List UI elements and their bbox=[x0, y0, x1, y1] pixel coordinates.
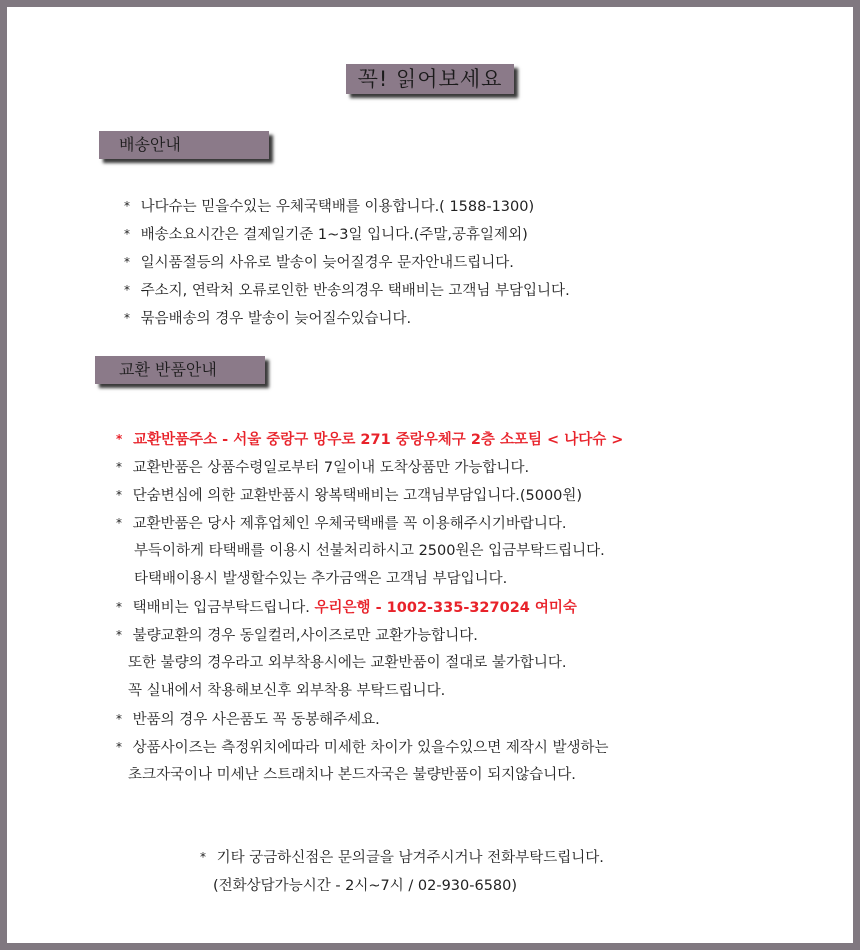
list-item-continuation: 또한 불량의 경우라고 외부착용시에는 교환반품이 절대로 불가합니다. bbox=[128, 655, 567, 671]
bullet-star-icon: * bbox=[116, 432, 123, 446]
list-item: * 배송소요시간은 결제일기준 1~3일 입니다.(주말,공휴일제외) bbox=[124, 220, 570, 248]
bullet-star-icon: * bbox=[116, 628, 122, 642]
list-item-continuation: 꼭 실내에서 착용해보신후 외부착용 부탁드립니다. bbox=[128, 683, 446, 699]
page-title: 꼭! 읽어보세요 bbox=[346, 64, 514, 94]
bullet-star-icon: * bbox=[124, 199, 130, 213]
returns-heading: 교환 반품안내 bbox=[95, 356, 265, 384]
list-item-continuation: 부득이하게 타택배를 이용시 선불처리하시고 2500원은 입금부탁드립니다. bbox=[134, 543, 605, 559]
list-item: * 불량교환의 경우 동일컬러,사이즈로만 교환가능합니다. bbox=[116, 621, 623, 649]
list-item: * 교환반품은 상품수령일로부터 7일이내 도착상품만 가능합니다. bbox=[116, 453, 623, 481]
footer-phone: (전화상담가능시간 - 2시~7시 / 02-930-6580) bbox=[213, 878, 518, 894]
list-item: * 반품의 경우 사은품도 꼭 동봉해주세요. bbox=[116, 705, 623, 733]
bullet-star-icon: * bbox=[116, 516, 122, 530]
list-item-continuation: 타택배이용시 발생할수있는 추가금액은 고객님 부담입니다. bbox=[134, 571, 508, 587]
list-item: * 상품사이즈는 측정위치에따라 미세한 차이가 있을수있으면 제작시 발생하는 bbox=[116, 733, 623, 761]
bullet-star-icon: * bbox=[124, 283, 130, 297]
bank-account: 우리은행 - 1002-335-327024 여미숙 bbox=[314, 600, 577, 616]
bullet-star-icon: * bbox=[124, 255, 130, 269]
list-item: * 나다슈는 믿을수있는 우체국택배를 이용합니다.( 1588-1300) bbox=[124, 192, 570, 220]
bullet-star-icon: * bbox=[124, 311, 130, 325]
bullet-star-icon: * bbox=[116, 460, 122, 474]
bullet-star-icon: * bbox=[116, 488, 122, 502]
list-item: * 단숨변심에 의한 교환반품시 왕복택배비는 고객님부담입니다.(5000원) bbox=[116, 481, 623, 509]
contact-footer bbox=[200, 843, 604, 901]
list-item: * 묶음배송의 경우 발송이 늦어질수있습니다. bbox=[124, 304, 570, 332]
shipping-heading: 배송안내 bbox=[99, 131, 269, 159]
bullet-star-icon: * bbox=[116, 600, 122, 614]
return-address: * 교환반품주소 - 서울 중랑구 망우로 271 중랑우체구 2층 소포팀 < 나다슈 > bbox=[116, 425, 623, 453]
bullet-star-icon: * bbox=[116, 740, 122, 754]
bullet-star-icon: * bbox=[200, 850, 206, 864]
shipping-list bbox=[124, 192, 570, 332]
bullet-star-icon: * bbox=[124, 227, 130, 241]
returns-list bbox=[116, 425, 623, 789]
list-item: * 일시품절등의 사유로 발송이 늦어질경우 문자안내드립니다. bbox=[124, 248, 570, 276]
list-item-continuation: 초크자국이나 미세난 스트래치나 본드자국은 불량반품이 되지않습니다. bbox=[128, 767, 576, 783]
list-item: * 택배비는 입금부탁드립니다. 우리은행 - 1002-335-327024 여미숙 bbox=[116, 593, 623, 621]
bullet-star-icon: * bbox=[116, 712, 122, 726]
list-item: * 주소지, 연락처 오류로인한 반송의경우 택배비는 고객님 부담입니다. bbox=[124, 276, 570, 304]
footer-line: * 기타 궁금하신점은 문의글을 남겨주시거나 전화부탁드립니다. bbox=[200, 843, 604, 872]
list-item: * 교환반품은 당사 제휴업체인 우체국택배를 꼭 이용해주시기바랍니다. bbox=[116, 509, 623, 537]
